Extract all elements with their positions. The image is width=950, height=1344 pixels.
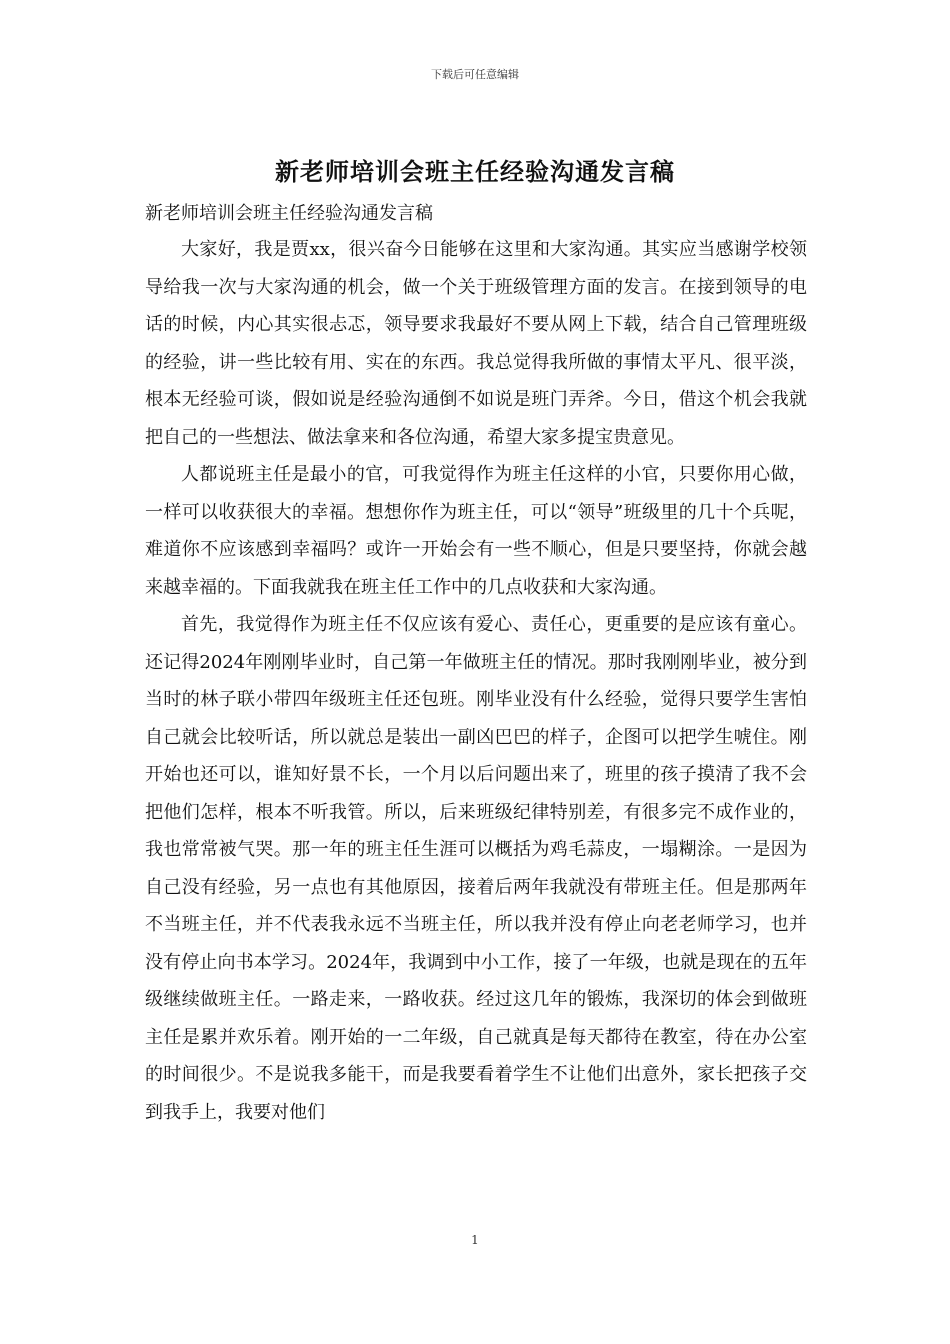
body-paragraph: 大家好，我是贾xx，很兴奋今日能够在这里和大家沟通。其实应当感谢学校领导给我一次与大家沟通的机会，做一个关于班级管理方面的发言。在接到领导的电话的时候，内心其实很忐忑，领导要求我最好不要从网上下载，结合自己管理班级的经验，讲一些比较有用、实在的东西。我总觉得我所做的事情太平凡、很平淡，根本无经验可谈，假如说是经验沟通倒不如说是班门弄斧。今日，借这个机会我就把自己的一些想法、做法拿来和各位沟通，希望大家多提宝贵意见。 (145, 239, 807, 448)
body-paragraph: 首先，我觉得作为班主任不仅应该有爱心、责任心，更重要的是应该有童心。还记得2024年刚刚毕业时，自己第一年做班主任的情况。那时我刚刚毕业，被分到当时的林子联小带四年级班主任还包班。刚毕业没有什么经验，觉得只要学生害怕自己就会比较听话，所以就总是装出一副凶巴巴的样子，企图可以把学生唬住。刚开始也还可以，谁知好景不长，一个月以后问题出来了，班里的孩子摸清了我不会把他们怎样，根本不听我管。所以，后来班级纪律特别差，有很多完不成作业的，我也常常被气哭。那一年的班主任生涯可以概括为鸡毛蒜皮，一塌糊涂。一是因为自己没有经验，另一点也有其他原因，接着后两年我就没有带班主任。但是那两年不当班主任，并不代表我永远不当班主任，所以我并没有停止向老老师学习，也并没有停止向书本学习。2024年，我调到中小工作，接了一年级，也就是现在的五年级继续做班主任。一路走来，一路收获。经过这几年的锻炼，我深切的体会到做班主任是累并欢乐着。刚开始的一二年级，自己就真是每天都待在教室，待在办公室的时间很少。不是说我多能干，而是我要看着学生不让他们出意外，家长把孩子交到我手上，我要对他们 (145, 614, 807, 1123)
body-paragraph: 人都说班主任是最小的官，可我觉得作为班主任这样的小官，只要你用心做，一样可以收获很大的幸福。想想你作为班主任，可以“领导”班级里的几十个兵呢，难道你不应该感到幸福吗？或许一开始会有一些不顺心，但是只要坚持，你就会越来越幸福的。下面我就我在班主任工作中的几点收获和大家沟通。 (145, 464, 807, 598)
document-subtitle: 新老师培训会班主任经验沟通发言稿 (145, 203, 433, 224)
page-header-note: 下载后可任意编辑 (431, 68, 519, 81)
page-number: 1 (471, 1233, 479, 1247)
document-title: 新老师培训会班主任经验沟通发言稿 (275, 157, 675, 186)
document-body (145, 196, 807, 1131)
